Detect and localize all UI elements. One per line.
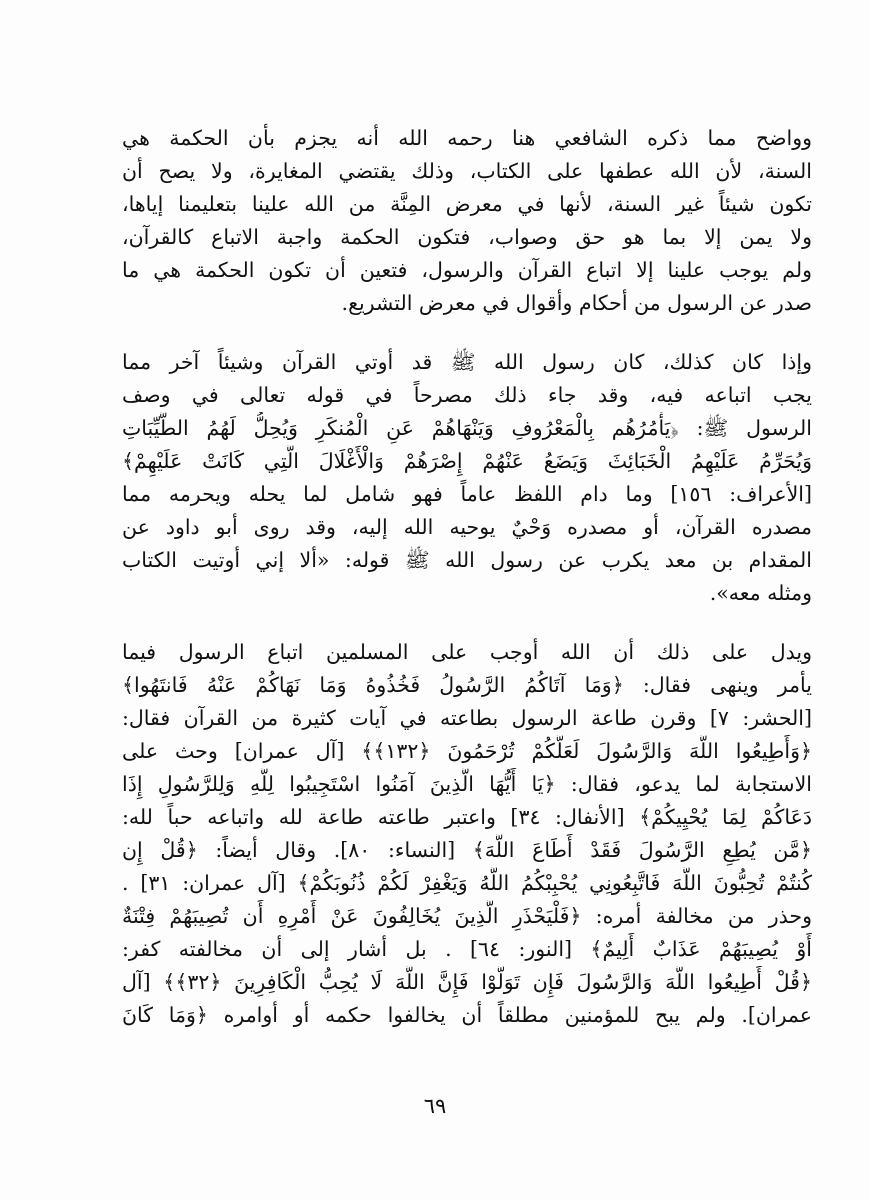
text-line: الرسول ﷺ: ﴿يَأْمُرُهُم بِالْمَعْرُوفِ وَيَنْهَاهُمْ عَنِ الْمُنكَرِ وَيُحِلُّ لَهُمُ الطَّيِّبَاتِ <box>122 416 812 440</box>
text-line: يجب اتباعه فيه، وقد جاء ذلك مصرحاً في قوله تعالى في وصف <box>122 383 812 407</box>
text-line: [الأعراف: ١٥٦] وما دام اللفظ عاماً فهو شامل لما يحله ويحرمه مما <box>122 482 812 506</box>
text-line: تكون شيئاً غير السنة، لأنها في معرض المِنَّة من الله علينا بتعليمنا إياها، <box>122 192 812 216</box>
text-line: ولم يوجب علينا إلا اتباع القرآن والرسول، فتعين أن تكون الحكمة هي ما <box>122 258 812 282</box>
text-line: وواضح مما ذكره الشافعي هنا رحمه الله أنه يجزم بأن الحكمة هي <box>122 126 812 150</box>
text-line: يأمر وينهى فقال: ﴿وَمَا آتَاكُمُ الرَّسُولُ فَخُذُوهُ وَمَا نَهَاكُمْ عَنْهُ فَانتَهُوا﴾ <box>122 673 812 697</box>
page-number: ٦٩ <box>423 1094 447 1118</box>
text-line: السنة، لأن الله عطفها على الكتاب، وذلك يقتضي المغايرة، ولا يصح أن <box>122 159 812 183</box>
paragraph-1 <box>122 122 812 320</box>
text-line: المقدام بن معد يكرب عن رسول الله ﷺ قوله: «ألا إني أوتيت الكتاب <box>122 548 812 572</box>
text-line: ﴿قُلْ أَطِيعُوا اللَّهَ وَالرَّسُولَ فَإِن تَوَلَّوْا فَإِنَّ اللَّهَ لَا يُحِبُّ الْكَافِرِينَ ﴿٣٢﴾﴾ [آل <box>122 970 812 994</box>
text-line: ومثله معه». <box>709 581 812 605</box>
text-line: وحذر من مخالفة أمره: ﴿فَلْيَحْذَرِ الَّذِينَ يُخَالِفُونَ عَنْ أَمْرِهِ أَن تُصِيبَهُمْ فِتْنَةٌ <box>122 904 812 928</box>
text-line: صدر عن الرسول من أحكام وأقوال في معرض التشريع. <box>341 291 812 315</box>
text-line: كُنتُمْ تُحِبُّونَ اللَّهَ فَاتَّبِعُونِي يُحْبِبْكُمُ اللَّهُ وَيَغْفِرْ لَكُمْ ذُنُوبَكُمْ﴾ [آل عمران: ٣١] . <box>122 871 812 895</box>
paragraph-2 <box>122 346 812 610</box>
text-line: أَوْ يُصِيبَهُمْ عَذَابٌ أَلِيمٌ﴾ [النور: ٦٤] . بل أشار إلى أن مخالفته كفر: <box>122 937 812 961</box>
text-line: ويدل على ذلك أن الله أوجب على المسلمين اتباع الرسول فيما <box>122 640 812 664</box>
text-line: دَعَاكُمْ لِمَا يُحْيِيكُمْ﴾ [الأنفال: ٣٤] واعتبر طاعته طاعة لله واتباعه حباً لله: <box>122 805 812 829</box>
text-line: الاستجابة لما يدعو، فقال: ﴿يَا أَيُّهَا الَّذِينَ آمَنُوا اسْتَجِيبُوا لِلَّهِ وَلِلرَّسُولِ إِذَا <box>122 772 812 796</box>
text-line: وإذا كان كذلك، كان رسول الله ﷺ قد أوتي القرآن وشيئاً آخر مما <box>122 350 812 374</box>
text-line: وَيُحَرِّمُ عَلَيْهِمُ الْخَبَائِثَ وَيَضَعُ عَنْهُمْ إِصْرَهُمْ وَالْأَغْلَالَ الَّتِي كَانَتْ عَلَيْهِمْ﴾ <box>122 449 812 473</box>
text-line: ﴿مَّن يُطِعِ الرَّسُولَ فَقَدْ أَطَاعَ اللَّهَ﴾ [النساء: ٨٠]. وقال أيضاً: ﴿قُلْ إِن <box>122 838 812 862</box>
paragraph-3 <box>122 636 812 1032</box>
text-line: [الحشر: ٧] وقرن طاعة الرسول بطاعته في آيات كثيرة من القرآن فقال: <box>122 706 812 730</box>
text-line: ﴿وَأَطِيعُوا اللَّهَ وَالرَّسُولَ لَعَلَّكُمْ تُرْحَمُونَ ﴿١٣٢﴾﴾ [آل عمران] وحث على <box>122 739 812 763</box>
page-body <box>122 122 812 1058</box>
text-line: مصدره القرآن، أو مصدره وَحْيٌ يوحيه الله إليه، وقد روى أبو داود عن <box>122 515 812 539</box>
text-line: عمران]. ولم يبح للمؤمنين مطلقاً أن يخالفوا حكمه أو أوامره ﴿وَمَا كَانَ <box>122 1003 812 1027</box>
text-line: ولا يمن إلا بما هو حق وصواب، فتكون الحكمة واجبة الاتباع كالقرآن، <box>122 225 812 249</box>
